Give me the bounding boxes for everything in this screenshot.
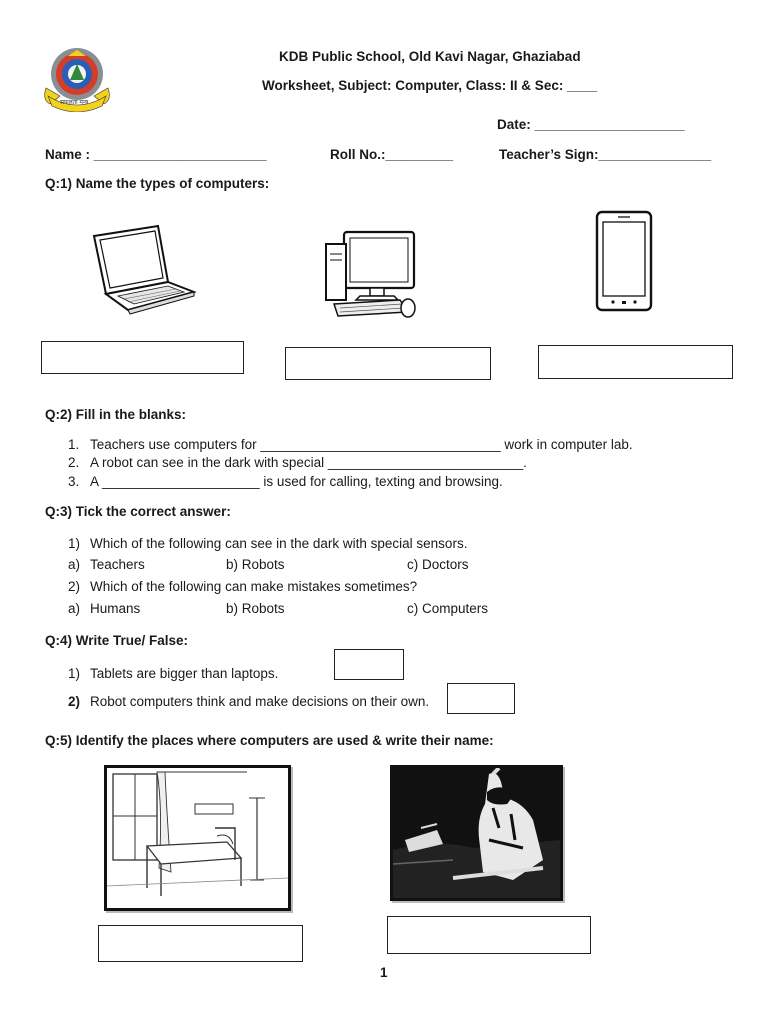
q4-item-number: 1) — [68, 666, 81, 681]
q3-question-number: 1) — [68, 536, 81, 551]
q4-item-text: Tablets are bigger than laptops. — [90, 666, 279, 681]
q4-title: Q:4) Write True/ False: — [45, 633, 189, 648]
q5-answer-box-2[interactable] — [387, 916, 591, 954]
q3-option-label: a) — [68, 601, 81, 616]
name-field[interactable]: Name : _______________________ — [45, 147, 267, 162]
q4-answer-box-1[interactable] — [334, 649, 404, 680]
q3-option-b[interactable]: b) Robots — [226, 557, 285, 572]
q1-answer-box-2[interactable] — [285, 347, 491, 380]
q3-option-b[interactable]: b) Robots — [226, 601, 285, 616]
q1-answer-box-1[interactable] — [41, 341, 244, 374]
desktop-computer-icon — [316, 220, 428, 324]
q5-answer-box-1[interactable] — [98, 925, 303, 962]
q2-item-text: A robot can see in the dark with special __________________________. — [90, 455, 527, 470]
q4-item-text: Robot computers think and make decisions on their own. — [90, 694, 430, 709]
q5-title: Q:5) Identify the places where computers are used & write their name: — [45, 733, 494, 748]
q2-item-number: 3. — [68, 474, 80, 489]
q4-item-number: 2) — [68, 694, 81, 709]
school-logo — [38, 44, 116, 112]
army-soldier-icon — [390, 765, 563, 901]
roll-field[interactable]: Roll No.:_________ — [330, 147, 454, 162]
teacher-sign-field[interactable]: Teacher’s Sign:_______________ — [499, 147, 712, 162]
q3-option-a[interactable]: Humans — [90, 601, 141, 616]
smartphone-icon — [594, 210, 654, 312]
q3-question-text: Which of the following can make mistakes sometimes? — [90, 579, 418, 594]
q3-option-label: a) — [68, 557, 81, 572]
q3-option-c[interactable]: c) Doctors — [407, 557, 469, 572]
q3-question-text: Which of the following can see in the dark with special sensors. — [90, 536, 468, 551]
q3-option-c[interactable]: c) Computers — [407, 601, 489, 616]
page-number: 1 — [380, 965, 388, 980]
q3-option-a[interactable]: Teachers — [90, 557, 145, 572]
q2-title: Q:2) Fill in the blanks: — [45, 407, 187, 422]
school-name: KDB Public School, Old Kavi Nagar, Ghaziabad — [279, 49, 581, 64]
q3-title: Q:3) Tick the correct answer: — [45, 504, 231, 519]
q3-question-number: 2) — [68, 579, 81, 594]
logo-motto: सफलता मन्त्र — [60, 100, 89, 106]
date-field[interactable]: Date: ____________________ — [497, 117, 685, 132]
q1-title: Q:1) Name the types of computers: — [45, 176, 270, 191]
laptop-icon — [88, 222, 196, 316]
worksheet-title: Worksheet, Subject: Computer, Class: II & Sec: ____ — [262, 78, 598, 93]
q2-item-text: Teachers use computers for ________________________________ work in computer lab. — [90, 437, 633, 452]
q2-item-number: 1. — [68, 437, 80, 452]
q2-item-text: A _____________________ is used for calling, texting and browsing. — [90, 474, 503, 489]
q1-answer-box-3[interactable] — [538, 345, 733, 379]
hospital-room-icon — [104, 765, 291, 911]
q4-answer-box-2[interactable] — [447, 683, 515, 714]
q2-item-number: 2. — [68, 455, 80, 470]
